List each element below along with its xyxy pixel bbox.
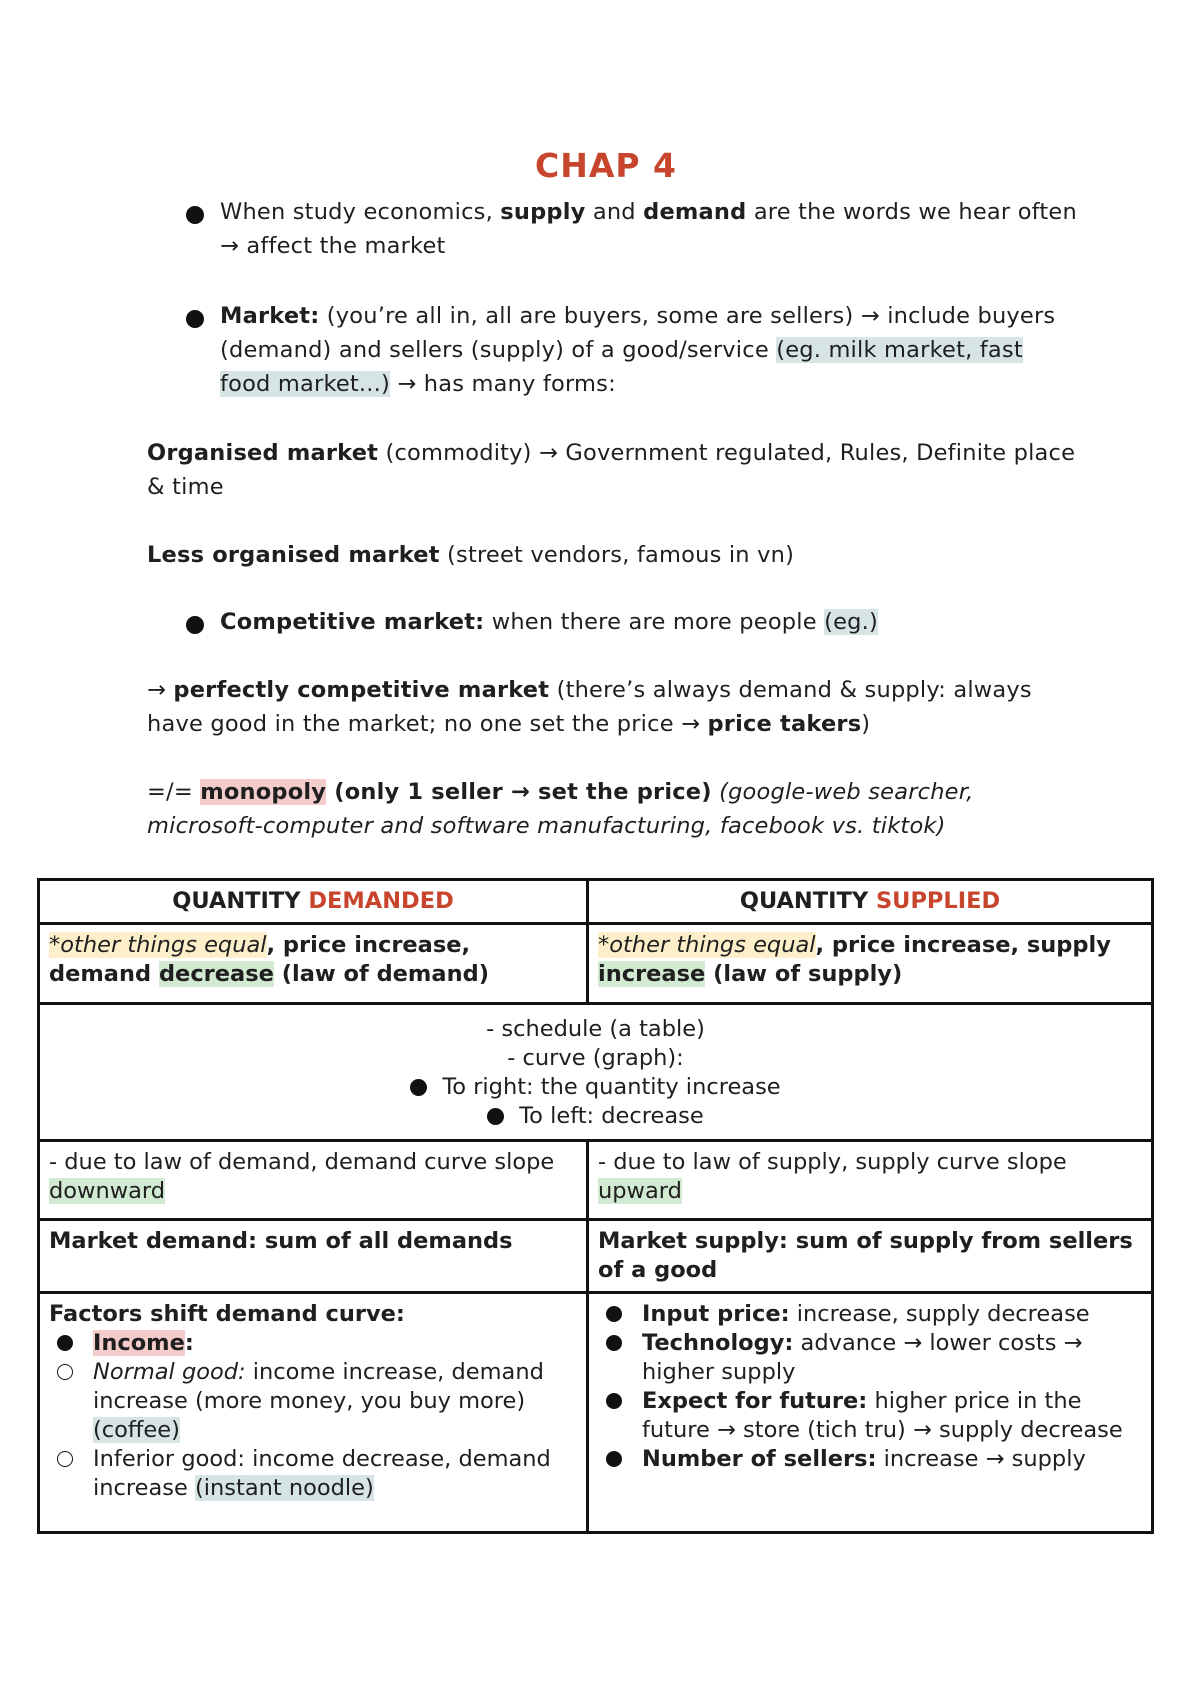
circle-bullet-icon bbox=[57, 1364, 73, 1380]
list-item: Expect for future: higher price in the future → store (tich tru) → supply decrease bbox=[598, 1387, 1147, 1445]
text: when there are more people bbox=[484, 609, 825, 635]
paragraph-market bbox=[220, 299, 1080, 401]
text: Factors shift demand curve: bbox=[49, 1301, 405, 1327]
table-cell: *other things equal, price increase, demand decrease (law of demand) bbox=[39, 924, 588, 1004]
paragraph-less-organised-market bbox=[147, 538, 1077, 572]
bold-text: Organised market bbox=[147, 440, 379, 466]
bold-text: price takers bbox=[707, 711, 862, 737]
table-row bbox=[39, 1293, 1153, 1533]
text: → has many forms: bbox=[389, 371, 616, 397]
italic-text: (google-web searcher, microsoft-computer and software manufacturing, facebook vs. tiktok) bbox=[147, 779, 974, 839]
bullet-icon bbox=[186, 310, 204, 328]
text: ) bbox=[861, 711, 871, 737]
list-item: Input price: increase, supply decrease bbox=[598, 1300, 1147, 1329]
paragraph-perfectly-competitive bbox=[147, 673, 1077, 741]
bullet-icon bbox=[606, 1306, 622, 1322]
bullet-icon bbox=[186, 206, 204, 224]
table-header-supplied: QUANTITY SUPPLIED bbox=[588, 880, 1153, 924]
bullet-icon bbox=[606, 1393, 622, 1409]
table-cell: Market supply: sum of supply from sellers of a good bbox=[588, 1220, 1153, 1293]
table-row bbox=[39, 880, 1153, 924]
highlight-text: (eg.) bbox=[824, 609, 878, 635]
table-row bbox=[39, 1004, 1153, 1141]
highlight-text: (eg. milk market, fast food market...) bbox=[220, 337, 1023, 397]
bullet-icon bbox=[410, 1079, 427, 1096]
text: =/= bbox=[147, 779, 201, 805]
paragraph-competitive-market bbox=[220, 605, 1080, 639]
highlight-text: monopoly bbox=[200, 779, 327, 805]
text: (commodity) → Government regulated, Rules, Definite place & time bbox=[147, 440, 1076, 500]
page-title: CHAP 4 bbox=[534, 146, 677, 185]
bullet-icon bbox=[606, 1451, 622, 1467]
table-cell bbox=[39, 1004, 1153, 1141]
table-cell bbox=[39, 1293, 588, 1533]
bold-text: Competitive market: bbox=[220, 609, 485, 635]
comparison-table bbox=[37, 878, 1154, 1534]
text: (you’re all in, all are buyers, some are sellers) → include buyers (demand) and sellers (supply) of a good/service bbox=[220, 303, 1056, 363]
table-row bbox=[39, 924, 1153, 1004]
text: - schedule (a table) bbox=[486, 1016, 705, 1042]
list-item: To right: the quantity increase bbox=[49, 1073, 1142, 1102]
paragraph-monopoly bbox=[147, 775, 1077, 843]
bullet-icon bbox=[186, 616, 204, 634]
table-row bbox=[39, 1220, 1153, 1293]
paragraph-supply-demand bbox=[220, 195, 1080, 263]
bullet-icon bbox=[606, 1335, 622, 1351]
table-row bbox=[39, 1141, 1153, 1220]
bold-text: (only 1 seller → set the price) bbox=[326, 779, 712, 805]
list-item: Normal good: income increase, demand increase (more money, you buy more) (coffee) bbox=[49, 1358, 582, 1445]
list-item: Technology: advance → lower costs → higher supply bbox=[598, 1329, 1147, 1387]
bold-text: perfectly competitive market bbox=[173, 677, 550, 703]
table-header-demanded: QUANTITY DEMANDED bbox=[39, 880, 588, 924]
text: When study economics, bbox=[220, 199, 501, 225]
bullet-icon bbox=[487, 1108, 504, 1125]
list-item: To left: decrease bbox=[49, 1102, 1142, 1131]
circle-bullet-icon bbox=[57, 1451, 73, 1467]
table-cell: - due to law of demand, demand curve slope downward bbox=[39, 1141, 588, 1220]
list-item: Income: bbox=[49, 1329, 582, 1358]
text: are the words we hear often → affect the market bbox=[220, 199, 1077, 259]
table-cell: Market demand: sum of all demands bbox=[39, 1220, 588, 1293]
bold-text: supply bbox=[500, 199, 586, 225]
bold-text: demand bbox=[643, 199, 747, 225]
text: (there’s always demand & supply: always have good in the market; no one set the price → bbox=[147, 677, 1032, 737]
text: and bbox=[585, 199, 644, 225]
list-item: Number of sellers: increase → supply bbox=[598, 1445, 1147, 1474]
text: → bbox=[147, 677, 174, 703]
bold-text: Market: bbox=[220, 303, 320, 329]
table-cell: *other things equal, price increase, supply increase (law of supply) bbox=[588, 924, 1153, 1004]
bold-text: Less organised market bbox=[147, 542, 440, 568]
text: (street vendors, famous in vn) bbox=[439, 542, 795, 568]
bullet-icon bbox=[57, 1335, 73, 1351]
text: - curve (graph): bbox=[507, 1045, 684, 1071]
paragraph-organised-market bbox=[147, 436, 1077, 504]
list-item: Inferior good: income decrease, demand increase (instant noodle) bbox=[49, 1445, 582, 1503]
table-cell: - due to law of supply, supply curve slope upward bbox=[588, 1141, 1153, 1220]
table-cell bbox=[588, 1293, 1153, 1533]
